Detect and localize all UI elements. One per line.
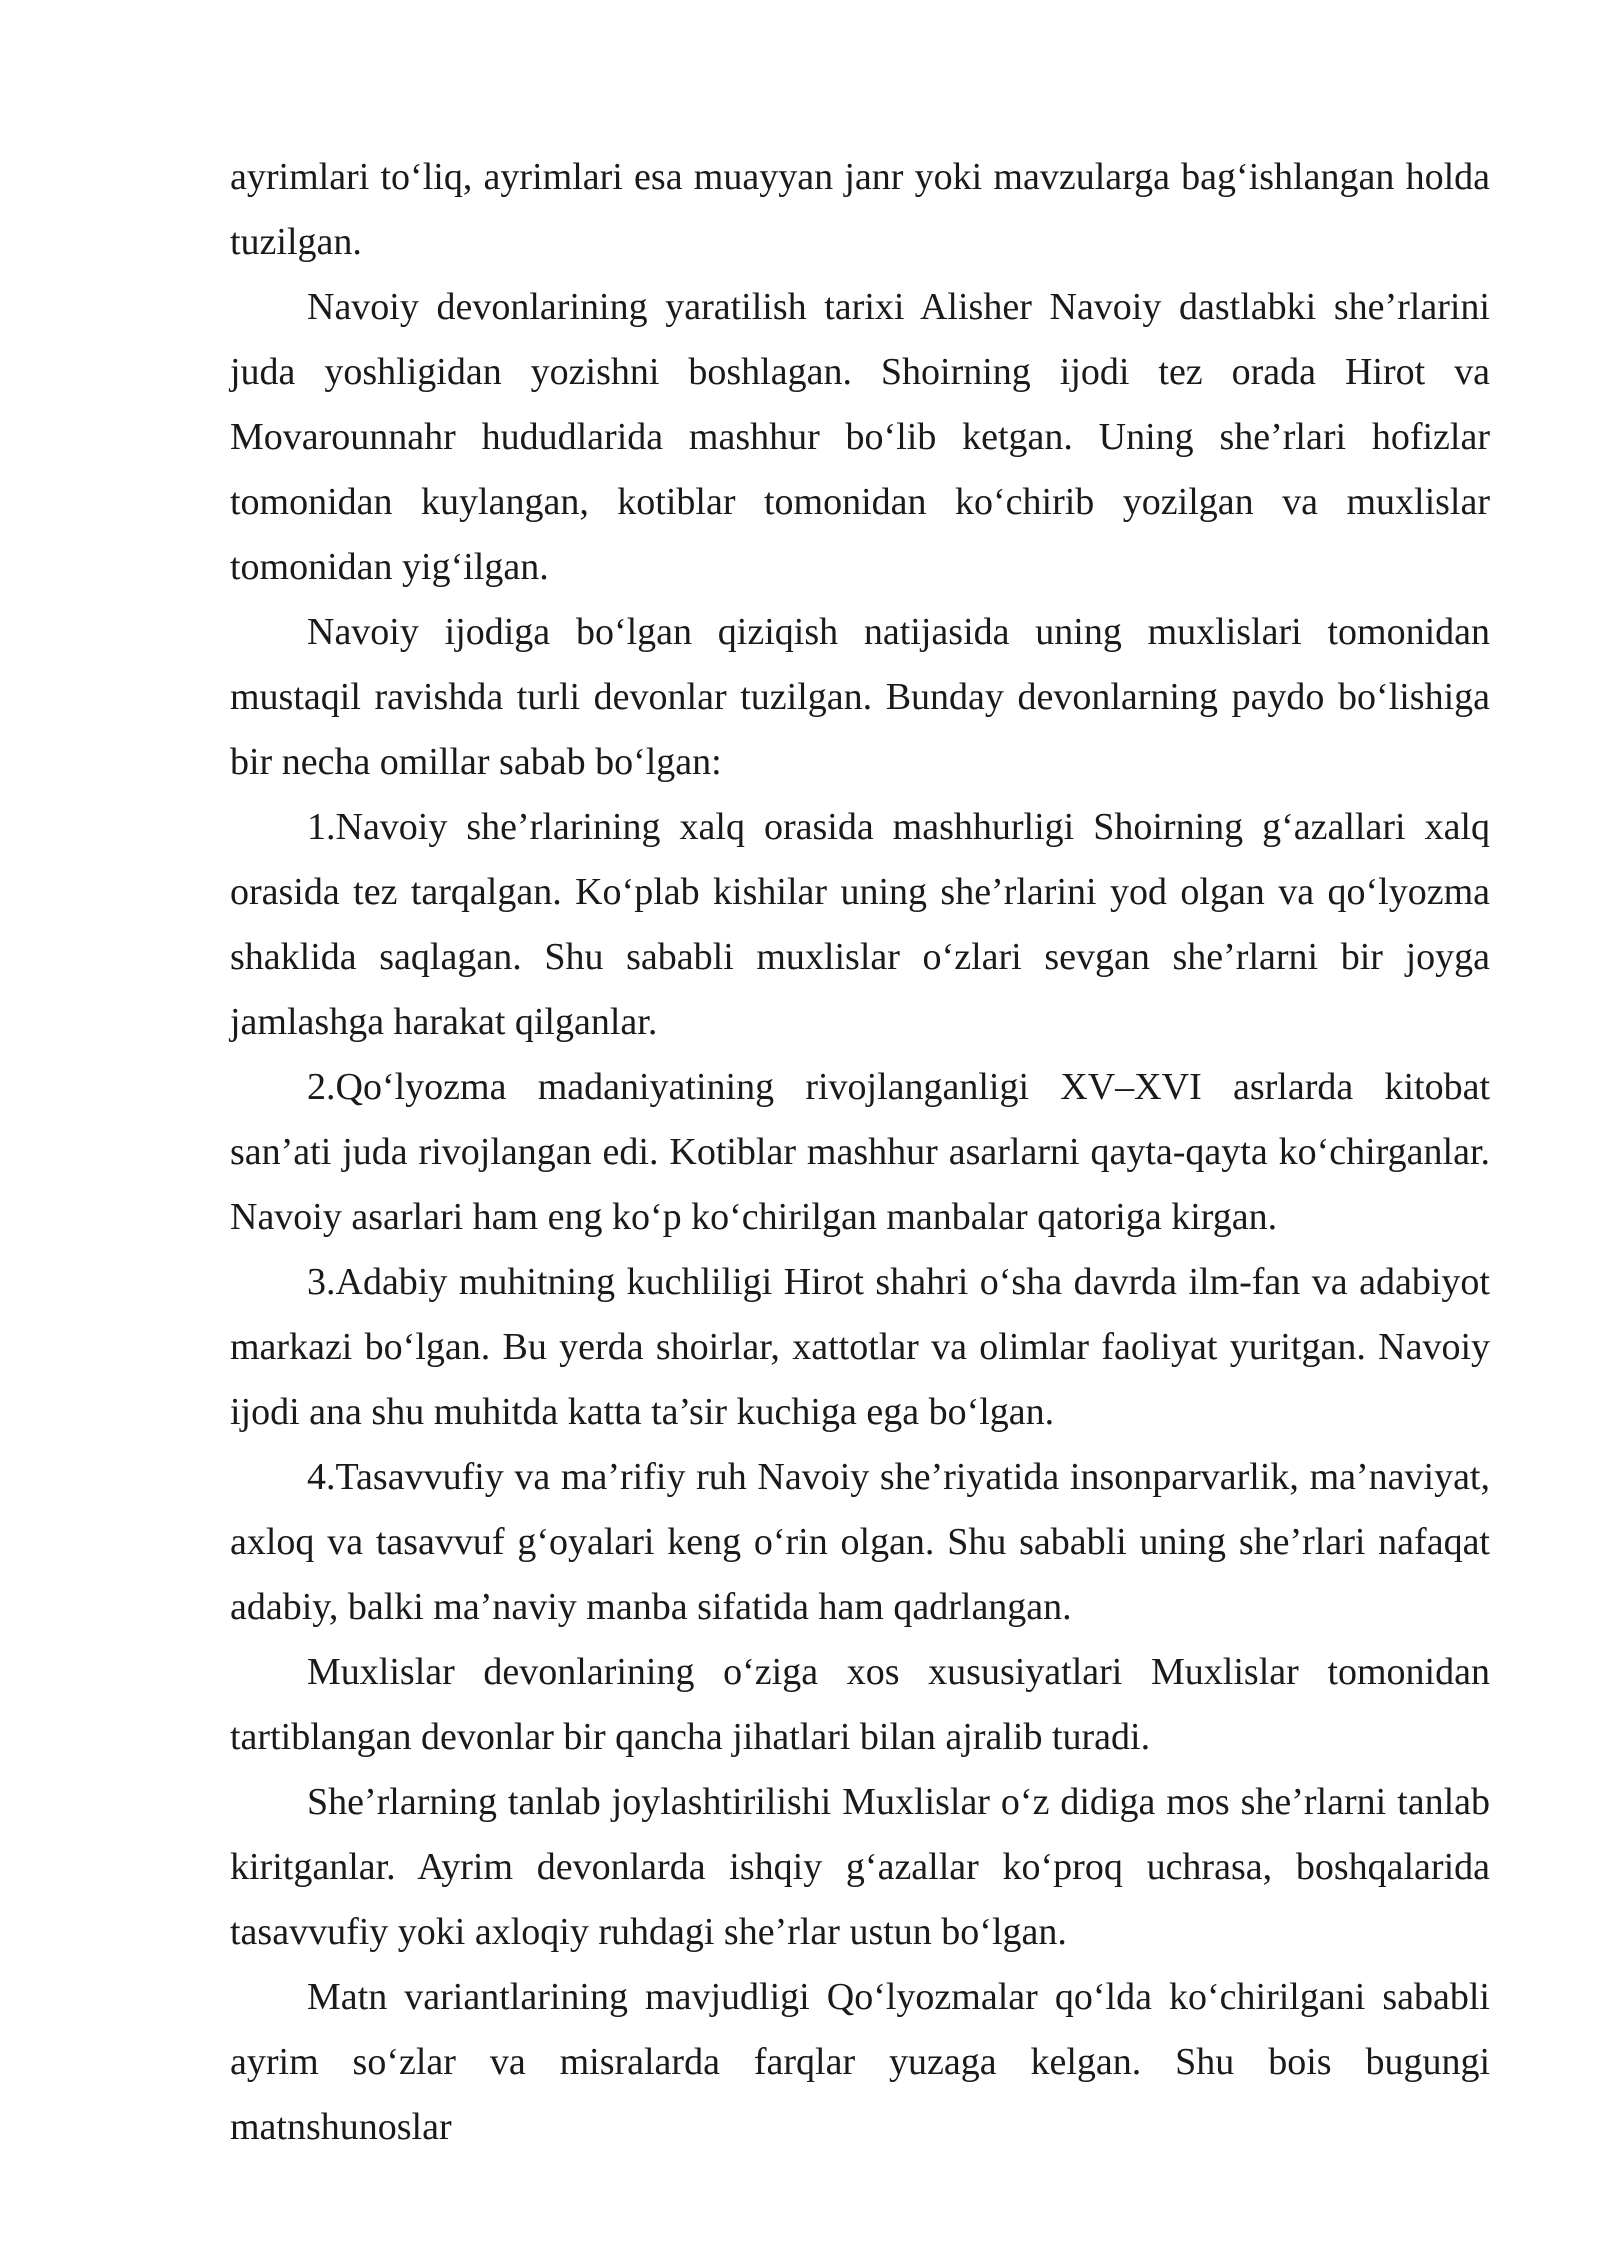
paragraph-features: Muxlislar devonlarining o‘ziga xos xususiyatlari Muxlislar tomonidan tartiblangan devonlar bir qancha jihatlari bilan ajralib turadi. (230, 1651, 1490, 1758)
paragraph-history: Navoiy devonlarining yaratilish tarixi Alisher Navoiy dastlabki she’rlarini juda yoshligidan yozishni boshlagan. Shoirning ijodi tez orada Hirot va Movarounnahr hududlarida mashhur bo‘lib ketgan. Uning she’rlari hofizlar tomonidan kuylangan, kotiblar tomonidan ko‘chirib yozilgan va muxlislar tomonidan yig‘ilgan. (230, 286, 1490, 588)
paragraph-factor-3: 3.Adabiy muhitning kuchliligi Hirot shahri o‘sha davrda ilm-fan va adabiyot markazi bo‘lgan. Bu yerda shoirlar, xattotlar va olimlar faoliyat yuritgan. Navoiy ijodi ana shu muhitda katta ta’sir kuchiga ega bo‘lgan. (230, 1261, 1490, 1433)
paragraph-variants: Matn variantlarining mavjudligi Qo‘lyozmalar qo‘lda ko‘chirilgani sababli ayrim so‘zlar va misralarda farqlar yuzaga kelgan. Shu bois bugungi matnshunoslar (230, 1976, 1490, 2148)
paragraph-continuation: ayrimlari to‘liq, ayrimlari esa muayyan janr yoki mavzularga bag‘ishlangan holda tuzilgan. (230, 156, 1490, 263)
paragraph-selection: She’rlarning tanlab joylashtirilishi Muxlislar o‘z didiga mos she’rlarni tanlab kiritganlar. Ayrim devonlarda ishqiy g‘azallar ko‘proq uchrasa, boshqalarida tasavvufiy yoki axloqiy ruhdagi she’rlar ustun bo‘lgan. (230, 1781, 1490, 1953)
paragraph-devons-compiled: Navoiy ijodiga bo‘lgan qiziqish natijasida uning muxlislari tomonidan mustaqil ravishda turli devonlar tuzilgan. Bunday devonlarning paydo bo‘lishiga bir necha omillar sabab bo‘lgan: (230, 611, 1490, 783)
paragraph-factor-1: 1.Navoiy she’rlarining xalq orasida mashhurligi Shoirning g‘azallari xalq orasida tez tarqalgan. Ko‘plab kishilar uning she’rlarini yod olgan va qo‘lyozma shaklida saqlagan. Shu sababli muxlislar o‘zlari sevgan she’rlarni bir joyga jamlashga harakat qilganlar. (230, 806, 1490, 1043)
paragraph-factor-2: 2.Qo‘lyozma madaniyatining rivojlanganligi XV–XVI asrlarda kitobat san’ati juda rivojlangan edi. Kotiblar mashhur asarlarni qayta-qayta ko‘chirganlar. Navoiy asarlari ham eng ko‘p ko‘chirilgan manbalar qatoriga kirgan. (230, 1066, 1490, 1238)
document-page (230, 145, 1490, 2160)
paragraph-factor-4: 4.Tasavvufiy va ma’rifiy ruh Navoiy she’riyatida insonparvarlik, ma’naviyat, axloq va tasavvuf g‘oyalari keng o‘rin olgan. Shu sababli uning she’rlari nafaqat adabiy, balki ma’naviy manba sifatida ham qadrlangan. (230, 1456, 1490, 1628)
